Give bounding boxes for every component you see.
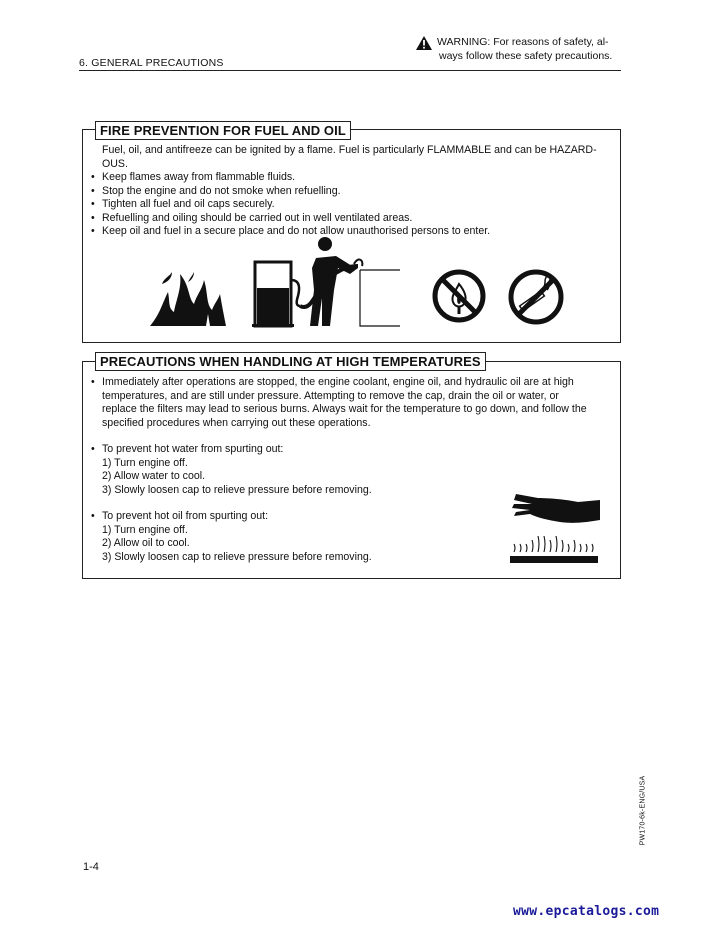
header-divider xyxy=(79,70,621,71)
footer-url[interactable]: www.epcatalogs.com xyxy=(513,904,660,919)
hot-water-heading: • To prevent hot water from spurting out: xyxy=(102,443,284,455)
no-open-flame-icon xyxy=(431,268,487,324)
page-number: 1-4 xyxy=(83,861,99,873)
section-title: 6. GENERAL PRECAUTIONS xyxy=(79,57,224,69)
list-item: • Refuelling and oiling should be carried out in well ventilated areas. xyxy=(89,212,614,226)
fire-intro-line-2: OUS. xyxy=(102,157,128,170)
list-item: • Keep oil and fuel in a secure place and do not allow unauthorised persons to enter. xyxy=(89,225,614,239)
refuelling-person-icon xyxy=(252,236,402,328)
step-item: 3) Slowly loosen cap to relieve pressure before removing. xyxy=(102,550,372,563)
flames-icon xyxy=(148,270,228,330)
step-item: 2) Allow oil to cool. xyxy=(102,537,190,549)
no-smoking-icon xyxy=(507,268,565,326)
heat-bullet-list xyxy=(89,376,609,430)
fire-body xyxy=(89,144,614,239)
heat-text-line: specified procedures when carrying out these operations. xyxy=(102,416,371,429)
step-item: 1) Turn engine off. xyxy=(102,456,188,469)
document-code: PW170-6k-ENG/USA xyxy=(639,775,647,846)
step-item: 3) Slowly loosen cap to relieve pressure before removing. xyxy=(102,483,372,496)
fire-bullet-list xyxy=(89,171,614,239)
hot-surface-hand-icon xyxy=(508,488,606,566)
fire-section-title: FIRE PREVENTION FOR FUEL AND OIL xyxy=(95,121,351,140)
step-item: 2) Allow water to cool. xyxy=(102,470,206,482)
step-item: 1) Turn engine off. xyxy=(102,523,188,536)
heat-section-title: PRECAUTIONS WHEN HANDLING AT HIGH TEMPERATURES xyxy=(95,352,486,371)
heat-text-line: replace the filters may lead to serious burns. Always wait for the temperature to go down, and follow the xyxy=(102,403,587,415)
list-item: • Keep flames away from flammable fluids. xyxy=(89,171,614,185)
list-item: • Tighten all fuel and oil caps securely. xyxy=(89,198,614,212)
warning-line-2: ways follow these safety precautions. xyxy=(439,50,613,62)
list-item: • Stop the engine and do not smoke when refuelling. xyxy=(89,185,614,199)
warning-line-1: WARNING: For reasons of safety, al- xyxy=(437,36,609,49)
warning-triangle-icon xyxy=(416,36,432,50)
list-item xyxy=(89,376,609,430)
fire-intro-line-1: Fuel, oil, and antifreeze can be ignited by a flame. Fuel is particularly FLAMMABLE and can be HAZARD- xyxy=(102,144,597,156)
hot-oil-heading: • To prevent hot oil from spurting out: xyxy=(102,510,269,522)
warning-note xyxy=(416,36,622,64)
heat-text-line: • Immediately after operations are stopped, the engine coolant, engine oil, and hydraulic oil are at high xyxy=(102,376,574,388)
heat-text-line: temperatures, and are still under pressure. Attempting to remove the cap, drain the oil or water, or xyxy=(102,389,559,402)
